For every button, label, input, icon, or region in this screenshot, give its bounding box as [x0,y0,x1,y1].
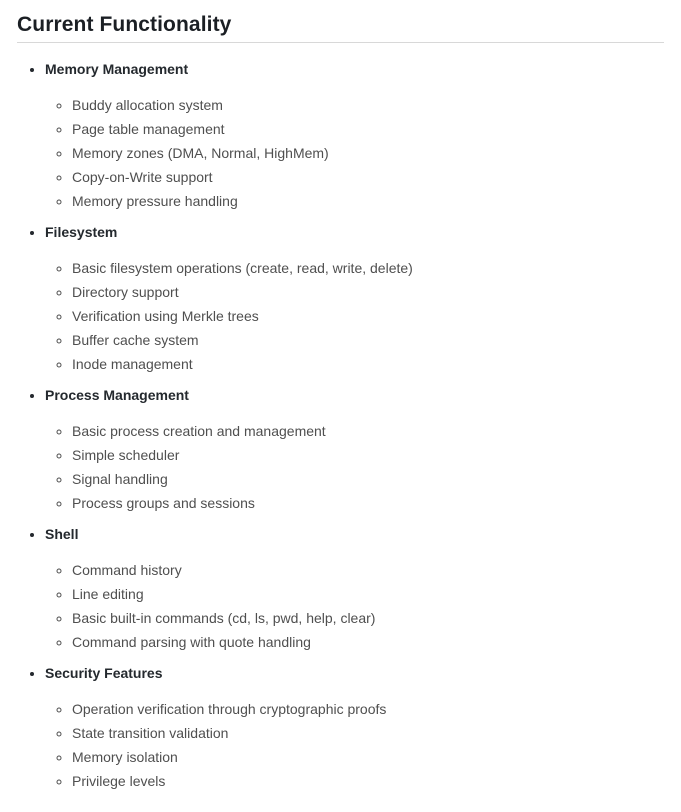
section-label: Memory Management [45,61,189,77]
page-title: Current Functionality [17,12,664,43]
list-item: ◦ Command history [72,560,664,581]
list-item: ◦ Signal handling [72,469,664,490]
section-sub-list [45,699,664,792]
list-item: ◦ Basic filesystem operations (create, read, write, delete) [72,258,664,279]
section-sub-list [45,95,664,212]
list-item: ◦ Command parsing with quote handling [72,632,664,653]
list-item: ◦ Simple scheduler [72,445,664,466]
list-item: ◦ Privilege levels [72,771,664,792]
list-item: ◦ Operation verification through cryptographic proofs [72,699,664,720]
section-label: Process Management [45,387,189,403]
list-item: ◦ Memory isolation [72,747,664,768]
list-item: ◦ Copy-on-Write support [72,167,664,188]
list-item: ◦ Line editing [72,584,664,605]
list-item: ◦ State transition validation [72,723,664,744]
section-item [45,524,664,653]
list-item: ◦ Buddy allocation system [72,95,664,116]
list-item: ◦ Inode management [72,354,664,375]
list-item: ◦ Memory zones (DMA, Normal, HighMem) [72,143,664,164]
list-item: ◦ Page table management [72,119,664,140]
list-item: ◦ Directory support [72,282,664,303]
section-item [45,59,664,212]
list-item: ◦ Buffer cache system [72,330,664,351]
section-sub-list [45,560,664,653]
section-item [45,385,664,514]
list-item: ◦ Basic built-in commands (cd, ls, pwd, help, clear) [72,608,664,629]
list-item: ◦ Basic process creation and management [72,421,664,442]
section-sub-list [45,421,664,514]
list-item: ◦ Verification using Merkle trees [72,306,664,327]
section-item [45,222,664,375]
section-item [45,663,664,792]
list-item: ◦ Memory pressure handling [72,191,664,212]
list-item: ◦ Process groups and sessions [72,493,664,514]
section-sub-list [45,258,664,375]
section-label: Security Features [45,665,163,681]
section-label: Shell [45,526,79,542]
functionality-list [17,59,664,792]
section-label: Filesystem [45,224,118,240]
